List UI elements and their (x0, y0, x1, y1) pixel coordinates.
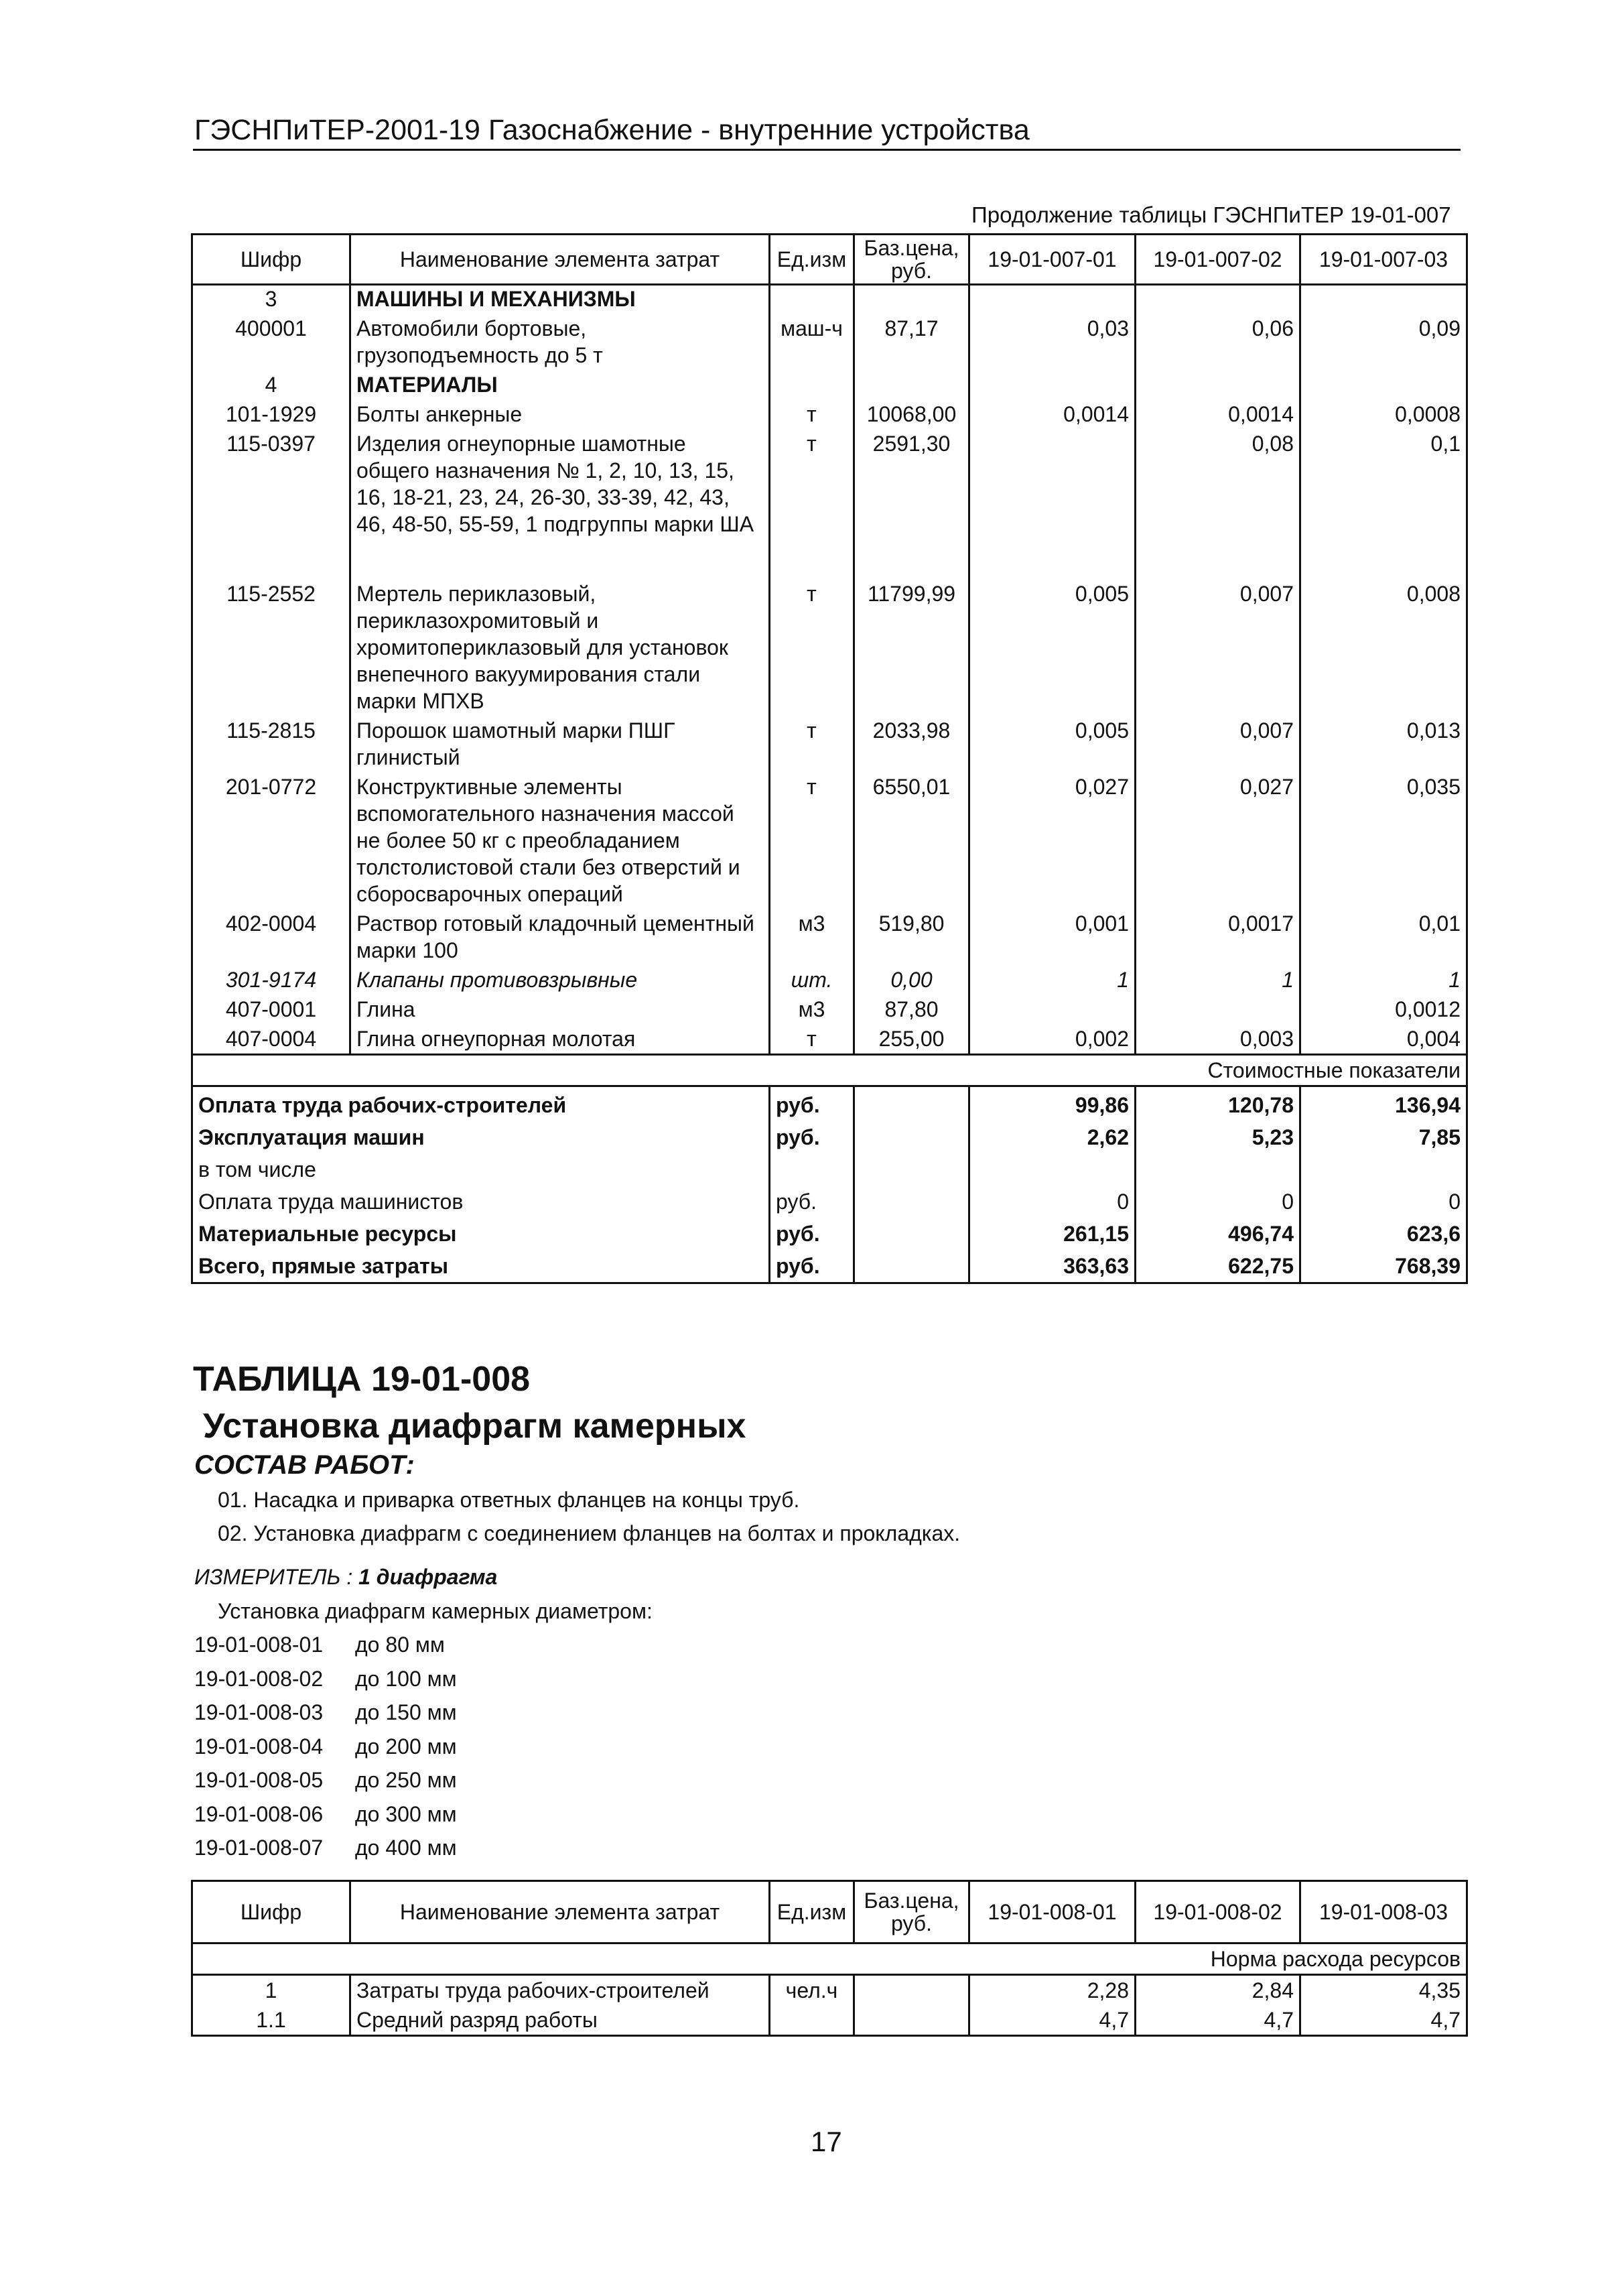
total-value: 120,78 (1136, 1086, 1300, 1122)
total-price (854, 1086, 969, 1122)
cell-value: 0,0008 (1395, 402, 1461, 426)
variant-item (194, 1700, 457, 1725)
cell-name: Клапаны противовзрывные (350, 965, 770, 995)
table-row (192, 314, 1467, 370)
cell-unit: т (770, 399, 854, 429)
cell-name: Мертель периклазовый, периклазохромитовый и хромитопериклазовый для установок внепечного вакуумирования стали марки МПХВ (350, 579, 770, 716)
cell-value: 0,027 (1136, 772, 1300, 909)
total-value: 0 (969, 1186, 1136, 1218)
variant-item (194, 1734, 457, 1759)
cell-value: 0,03 (969, 314, 1136, 370)
cell-value: 2,84 (1136, 1975, 1300, 2006)
cell-code: 1 (192, 1975, 350, 2006)
cell-unit: т (770, 429, 854, 579)
total-value: 622,75 (1136, 1250, 1300, 1283)
total-price (854, 1153, 969, 1186)
cost-indicators-label: Стоимостные показатели (192, 1055, 1467, 1086)
table-title: ТАБЛИЦА 19-01-008 (193, 1360, 531, 1399)
cell-value (969, 285, 1136, 314)
cell-unit: шт. (770, 965, 854, 995)
table-continuation-note: Продолжение таблицы ГЭСНПиТЕР 19-01-007 (971, 202, 1451, 227)
measure-label: ИЗМЕРИТЕЛЬ : (194, 1565, 353, 1589)
header-variant-1: 19-01-008-01 (969, 1881, 1136, 1943)
cell-unit: т (770, 716, 854, 772)
total-value: 768,39 (1395, 1254, 1461, 1278)
cell-code: 1.1 (192, 2005, 350, 2036)
cell-code: 3 (192, 285, 350, 314)
resource-table-body (192, 235, 1467, 1283)
total-value (1136, 1153, 1300, 1186)
cell-value: 0,005 (969, 579, 1136, 716)
cell-name: Автомобили бортовые, грузоподъемность до 5 т (350, 314, 770, 370)
cell-value (969, 995, 1136, 1024)
cell-unit: м3 (770, 909, 854, 965)
section-row (192, 370, 1467, 399)
cell-price: 10068,00 (854, 399, 969, 429)
cell-name: Порошок шамотный марки ПШГ глинистый (350, 716, 770, 772)
cell-value: 1 (969, 965, 1136, 995)
header-variant-2: 19-01-008-02 (1136, 1881, 1300, 1943)
total-unit: руб. (770, 1086, 854, 1122)
table-row (192, 995, 1467, 1024)
cell-value: 0,1 (1430, 432, 1461, 456)
cell-name: Изделия огнеупорные шамотные общего назначения № 1, 2, 10, 13, 15, 16, 18-21, 23, 24, 26-30, 33-39, 42, 43, 46, 48-50, 55-59, 1 подгруппы марки ША (350, 429, 770, 579)
cell-unit: т (770, 772, 854, 909)
resource-norm-row (192, 1943, 1467, 1975)
cell-value: 0,09 (1418, 316, 1461, 340)
resource-table-19-01-007 (191, 233, 1468, 1284)
table-row (192, 1975, 1467, 2006)
variant-code: 19-01-008-01 (194, 1633, 324, 1657)
measure-value: 1 диафрагма (358, 1565, 498, 1589)
cell-value: 0,035 (1406, 775, 1461, 799)
cell-name: Глина огнеупорная молотая (350, 1024, 770, 1055)
cell-value (1300, 370, 1467, 399)
table-row (192, 909, 1467, 965)
cell-value: 0,004 (1406, 1027, 1461, 1051)
header-name: Наименование элемента затрат (350, 1881, 770, 1943)
total-price (854, 1186, 969, 1218)
resource-table-body (192, 1881, 1467, 2036)
total-name: Оплата труда машинистов (192, 1186, 770, 1218)
header-rule (193, 149, 1461, 151)
variant-code: 19-01-008-05 (194, 1768, 324, 1792)
total-value: 136,94 (1395, 1093, 1461, 1117)
cell-name: Конструктивные элементы вспомогательного назначения массой не более 50 кг с преобладанием толстолистовой стали без отверстий и сборосварочных операций (350, 772, 770, 909)
variant-item (194, 1667, 457, 1692)
cell-price: 255,00 (854, 1024, 969, 1055)
total-value: 99,86 (969, 1086, 1136, 1122)
table-row (192, 772, 1467, 909)
variant-description: до 80 мм (355, 1633, 445, 1657)
total-value (1300, 1153, 1467, 1186)
header-price: Баз.цена, руб. (854, 1881, 969, 1943)
total-unit: руб. (770, 1186, 854, 1218)
total-row (192, 1121, 1467, 1153)
cell-value: 0,002 (969, 1024, 1136, 1055)
cell-value: 0,013 (1406, 718, 1461, 743)
total-value: 496,74 (1136, 1218, 1300, 1250)
cell-code: 4 (192, 370, 350, 399)
cell-unit: т (770, 1024, 854, 1055)
table-row (192, 1024, 1467, 1055)
cell-name: Раствор готовый кладочный цементный марки 100 (350, 909, 770, 965)
cell-price: 519,80 (854, 909, 969, 965)
total-value (969, 1153, 1136, 1186)
cell-value (969, 429, 1136, 579)
cell-unit (770, 370, 854, 399)
variant-description: до 250 мм (355, 1768, 457, 1792)
cell-price: 0,00 (854, 965, 969, 995)
total-name: в том числе (192, 1153, 770, 1186)
cell-price (854, 2005, 969, 2036)
total-row (192, 1250, 1467, 1283)
cell-price: 11799,99 (854, 579, 969, 716)
cell-value: 0,0017 (1136, 909, 1300, 965)
total-value: 2,62 (969, 1121, 1136, 1153)
cell-value: 0,0014 (1136, 399, 1300, 429)
cell-code: 115-0397 (192, 429, 350, 579)
cell-value: 0,0014 (969, 399, 1136, 429)
cell-code: 402-0004 (192, 909, 350, 965)
variant-description: до 150 мм (355, 1700, 457, 1724)
header-unit: Ед.изм (770, 235, 854, 285)
total-value: 5,23 (1136, 1121, 1300, 1153)
header-price: Баз.цена, руб. (854, 235, 969, 285)
table-row (192, 399, 1467, 429)
cell-price (854, 1975, 969, 2006)
variant-description: до 300 мм (355, 1801, 457, 1826)
total-unit: руб. (770, 1121, 854, 1153)
cell-value: 1 (1448, 968, 1461, 992)
table-header-row (192, 1881, 1467, 1943)
cell-value: 1 (1136, 965, 1300, 995)
cell-unit (770, 2005, 854, 2036)
cell-value: 0,08 (1136, 429, 1300, 579)
cell-code: 201-0772 (192, 772, 350, 909)
cell-code: 115-2815 (192, 716, 350, 772)
cell-value: 4,7 (969, 2005, 1136, 2036)
total-price (854, 1121, 969, 1153)
header-variant-1: 19-01-007-01 (969, 235, 1136, 285)
cell-code: 400001 (192, 314, 350, 370)
total-unit: руб. (770, 1218, 854, 1250)
total-value: 623,6 (1406, 1222, 1461, 1246)
cell-code: 407-0004 (192, 1024, 350, 1055)
cell-name: Средний разряд работы (350, 2005, 770, 2036)
cell-value: 0,027 (969, 772, 1136, 909)
measure-line (194, 1565, 497, 1590)
variant-code: 19-01-008-07 (194, 1836, 324, 1860)
total-value: 0 (1136, 1186, 1300, 1218)
table-header-row (192, 235, 1467, 285)
section-row (192, 285, 1467, 314)
cell-code: 101-1929 (192, 399, 350, 429)
table-row (192, 716, 1467, 772)
variant-code: 19-01-008-02 (194, 1666, 324, 1691)
cell-unit (770, 285, 854, 314)
header-unit: Ед.изм (770, 1881, 854, 1943)
cell-price (854, 285, 969, 314)
cell-value: 0,003 (1136, 1024, 1300, 1055)
cell-value: 0,005 (969, 716, 1136, 772)
header-variant-2: 19-01-007-02 (1136, 235, 1300, 285)
resource-norm-label: Норма расхода ресурсов (192, 1943, 1467, 1975)
cell-code: 115-2552 (192, 579, 350, 716)
cell-value: 0,0012 (1395, 997, 1461, 1021)
cell-value (1300, 285, 1467, 314)
variant-code: 19-01-008-04 (194, 1734, 324, 1759)
cell-price (854, 370, 969, 399)
total-unit (770, 1153, 854, 1186)
total-price (854, 1250, 969, 1283)
table-row (192, 429, 1467, 579)
cell-price: 2591,30 (854, 429, 969, 579)
cell-value (969, 370, 1136, 399)
resource-table-19-01-008 (191, 1880, 1468, 2037)
cell-name: Затраты труда рабочих-строителей (350, 1975, 770, 2006)
total-row (192, 1153, 1467, 1186)
total-name: Всего, прямые затраты (192, 1250, 770, 1283)
cell-value: 2,28 (969, 1975, 1136, 2006)
header-variant-3: 19-01-007-03 (1300, 235, 1467, 285)
cell-price: 6550,01 (854, 772, 969, 909)
cell-price: 87,80 (854, 995, 969, 1024)
table-row (192, 965, 1467, 995)
cell-unit: м3 (770, 995, 854, 1024)
total-value: 363,63 (969, 1250, 1136, 1283)
cell-price: 2033,98 (854, 716, 969, 772)
variant-description: до 400 мм (355, 1836, 457, 1860)
total-row (192, 1086, 1467, 1122)
running-header: ГЭСНПиТЕР-2001-19 Газоснабжение - внутренние устройства (194, 114, 1030, 146)
total-name: Эксплуатация машин (192, 1121, 770, 1153)
variant-description: до 200 мм (355, 1734, 457, 1759)
cell-value: 4,7 (1430, 2008, 1461, 2032)
header-code: Шифр (192, 1881, 350, 1943)
variant-item (194, 1633, 445, 1657)
cell-value: 0,007 (1136, 716, 1300, 772)
variant-item (194, 1768, 457, 1793)
header-name: Наименование элемента затрат (350, 235, 770, 285)
cost-indicators-row (192, 1055, 1467, 1086)
cell-value (1136, 285, 1300, 314)
cell-value (1136, 995, 1300, 1024)
cell-value: 0,001 (969, 909, 1136, 965)
total-row (192, 1186, 1467, 1218)
total-name: Материальные ресурсы (192, 1218, 770, 1250)
variant-code: 19-01-008-06 (194, 1801, 324, 1826)
cell-name: МАТЕРИАЛЫ (350, 370, 770, 399)
cell-value: 0,008 (1406, 582, 1461, 606)
cell-name: Болты анкерные (350, 399, 770, 429)
cell-unit: маш-ч (770, 314, 854, 370)
variant-code: 19-01-008-03 (194, 1700, 324, 1724)
cell-unit: чел.ч (770, 1975, 854, 2006)
cell-value: 4,35 (1418, 1978, 1461, 2002)
cell-value: 0,06 (1136, 314, 1300, 370)
cell-name: МАШИНЫ И МЕХАНИЗМЫ (350, 285, 770, 314)
total-unit: руб. (770, 1250, 854, 1283)
header-code: Шифр (192, 235, 350, 285)
cell-value: 4,7 (1136, 2005, 1300, 2036)
total-value: 261,15 (969, 1218, 1136, 1250)
table-row (192, 2005, 1467, 2036)
cell-code: 407-0001 (192, 995, 350, 1024)
variant-item (194, 1836, 457, 1860)
header-variant-3: 19-01-008-03 (1300, 1881, 1467, 1943)
page-number: 17 (811, 2126, 842, 2157)
table-row (192, 579, 1467, 716)
total-price (854, 1218, 969, 1250)
total-value: 0 (1448, 1190, 1461, 1214)
work-item: 02. Установка диафрагм с соединением фланцев на болтах и прокладках. (218, 1521, 961, 1545)
table-subtitle: Установка диафрагм камерных (203, 1407, 746, 1446)
cell-value (1136, 370, 1300, 399)
variant-item (194, 1802, 457, 1827)
cell-code: 301-9174 (192, 965, 350, 995)
total-row (192, 1218, 1467, 1250)
cell-value: 0,007 (1136, 579, 1300, 716)
works-heading: СОСТАВ РАБОТ: (194, 1450, 415, 1480)
work-item: 01. Насадка и приварка ответных фланцев на концы труб. (218, 1488, 800, 1512)
cell-name: Глина (350, 995, 770, 1024)
total-value: 7,85 (1418, 1125, 1461, 1149)
cell-price: 87,17 (854, 314, 969, 370)
total-name: Оплата труда рабочих-строителей (192, 1086, 770, 1122)
variant-description: до 100 мм (355, 1666, 457, 1691)
variants-intro: Установка диафрагм камерных диаметром: (218, 1599, 653, 1623)
cell-unit: т (770, 579, 854, 716)
cell-value: 0,01 (1418, 911, 1461, 936)
